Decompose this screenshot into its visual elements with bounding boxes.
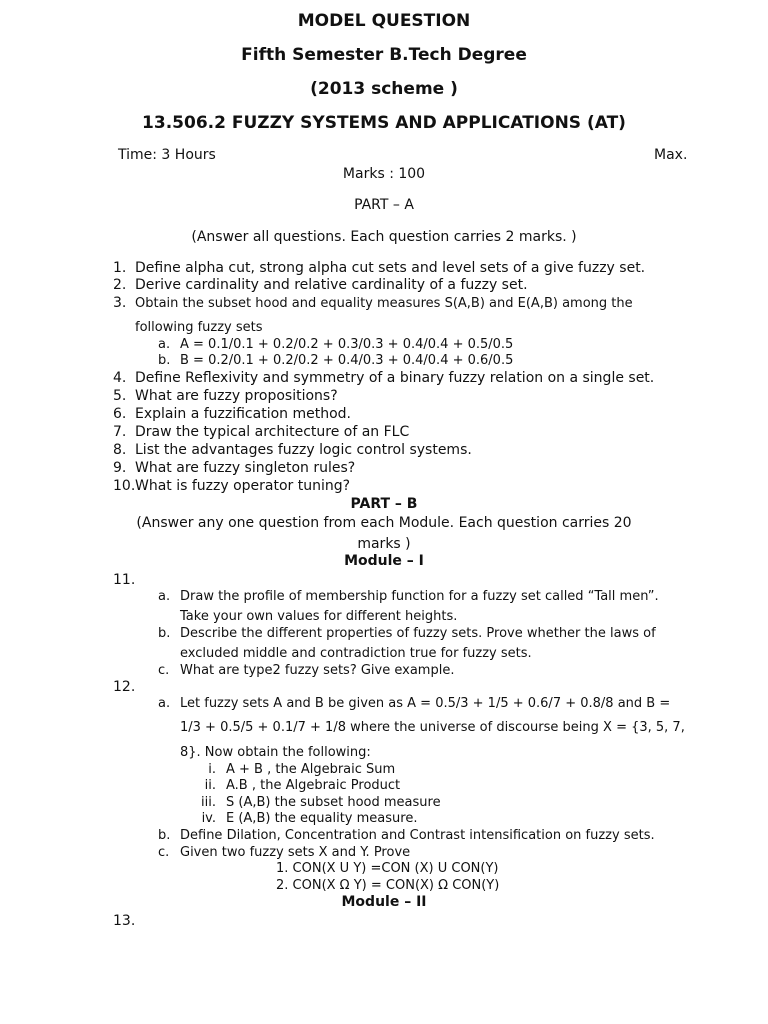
- course-heading: 13.506.2 FUZZY SYSTEMS AND APPLICATIONS (AT): [142, 113, 626, 133]
- module-1-heading: Module – I: [344, 553, 424, 569]
- part-b-instruction-cont: marks ): [357, 536, 411, 552]
- marks-label: Marks : 100: [342, 166, 426, 182]
- q12a-iii-number: iii.: [201, 795, 216, 810]
- q12c-proof-1: 1. CON(X U Y) =CON (X) U CON(Y): [276, 861, 499, 876]
- q3a-number: a.: [158, 337, 171, 352]
- q3-text: Obtain the subset hood and equality measures S(A,B) and E(A,B) among the: [135, 296, 633, 311]
- q5-number: 5.: [113, 388, 127, 404]
- part-a-title: PART – A: [354, 197, 414, 213]
- q10-number: 10.: [113, 478, 136, 494]
- max-label: Max.: [654, 147, 688, 163]
- exam-title: MODEL QUESTION: [297, 11, 471, 31]
- q4-number: 4.: [113, 370, 127, 386]
- q11c-text: What are type2 fuzzy sets? Give example.: [180, 663, 455, 678]
- q12a-i-number: i.: [208, 762, 216, 777]
- q13-number: 13.: [113, 913, 136, 929]
- q12a-text: Let fuzzy sets A and B be given as A = 0.5/3 + 1/5 + 0.6/7 + 0.8/8 and B =: [180, 696, 671, 711]
- q12a-iv-text: E (A,B) the equality measure.: [226, 811, 418, 826]
- q2-number: 2.: [113, 277, 127, 293]
- q12a-number: a.: [158, 696, 171, 711]
- q2-text: Derive cardinality and relative cardinality of a fuzzy set.: [135, 277, 528, 293]
- q11a-number: a.: [158, 589, 171, 604]
- q12b-number: b.: [158, 828, 171, 843]
- q12c-text: Given two fuzzy sets X and Y. Prove: [180, 845, 411, 860]
- scheme-heading: (2013 scheme ): [310, 79, 458, 99]
- q3a-text: A = 0.1/0.1 + 0.2/0.2 + 0.3/0.3 + 0.4/0.4 + 0.5/0.5: [180, 337, 514, 352]
- q6-text: Explain a fuzzification method.: [135, 406, 351, 422]
- q12-number: 12.: [113, 679, 136, 695]
- q12a-ii-number: ii.: [204, 778, 216, 793]
- q12a-text-cont2: 8}. Now obtain the following:: [180, 745, 371, 760]
- q12a-ii-text: A.B , the Algebraic Product: [226, 778, 401, 793]
- q11b-text-cont: excluded middle and contradiction true for fuzzy sets.: [180, 646, 532, 661]
- q12c-number: c.: [158, 845, 170, 860]
- q9-number: 9.: [113, 460, 127, 476]
- q8-number: 8.: [113, 442, 127, 458]
- module-2-heading: Module – II: [341, 894, 427, 910]
- q12c-proof-2: 2. CON(X Ω Y) = CON(X) Ω CON(Y): [276, 878, 500, 893]
- q4-text: Define Reflexivity and symmetry of a binary fuzzy relation on a single set.: [135, 370, 655, 386]
- part-b-instruction: (Answer any one question from each Module. Each question carries 20: [136, 515, 632, 531]
- q1-text: Define alpha cut, strong alpha cut sets and level sets of a give fuzzy set.: [135, 260, 646, 276]
- q3b-text: B = 0.2/0.1 + 0.2/0.2 + 0.4/0.3 + 0.4/0.4 + 0.6/0.5: [180, 353, 514, 368]
- q1-number: 1.: [113, 260, 127, 276]
- q9-text: What are fuzzy singleton rules?: [135, 460, 356, 476]
- q11a-text: Draw the profile of membership function for a fuzzy set called “Tall men”.: [180, 589, 659, 604]
- part-b-title: PART – B: [350, 496, 418, 512]
- q3b-number: b.: [158, 353, 171, 368]
- q5-text: What are fuzzy propositions?: [135, 388, 338, 404]
- q7-text: Draw the typical architecture of an FLC: [135, 424, 410, 440]
- degree-heading: Fifth Semester B.Tech Degree: [241, 45, 527, 65]
- q12a-iii-text: S (A,B) the subset hood measure: [226, 795, 441, 810]
- q6-number: 6.: [113, 406, 127, 422]
- q10-text: What is fuzzy operator tuning?: [135, 478, 351, 494]
- q8-text: List the advantages fuzzy logic control systems.: [135, 442, 472, 458]
- q11a-text-cont: Take your own values for different heights.: [180, 609, 458, 624]
- q3-number: 3.: [113, 295, 127, 311]
- q12a-iv-number: iv.: [201, 811, 216, 826]
- q12a-text-cont1: 1/3 + 0.5/5 + 0.1/7 + 1/8 where the universe of discourse being X = {3, 5, 7,: [180, 720, 685, 735]
- part-a-instruction: (Answer all questions. Each question carries 2 marks. ): [191, 229, 577, 245]
- q12b-text: Define Dilation, Concentration and Contrast intensification on fuzzy sets.: [180, 828, 655, 843]
- q11-number: 11.: [113, 572, 136, 588]
- q11b-number: b.: [158, 626, 171, 641]
- time-label: Time: 3 Hours: [118, 147, 216, 163]
- q11c-number: c.: [158, 663, 170, 678]
- q12a-i-text: A + B , the Algebraic Sum: [226, 762, 396, 777]
- q11b-text: Describe the different properties of fuzzy sets. Prove whether the laws of: [180, 626, 656, 641]
- q7-number: 7.: [113, 424, 127, 440]
- q3-text-cont: following fuzzy sets: [135, 320, 263, 335]
